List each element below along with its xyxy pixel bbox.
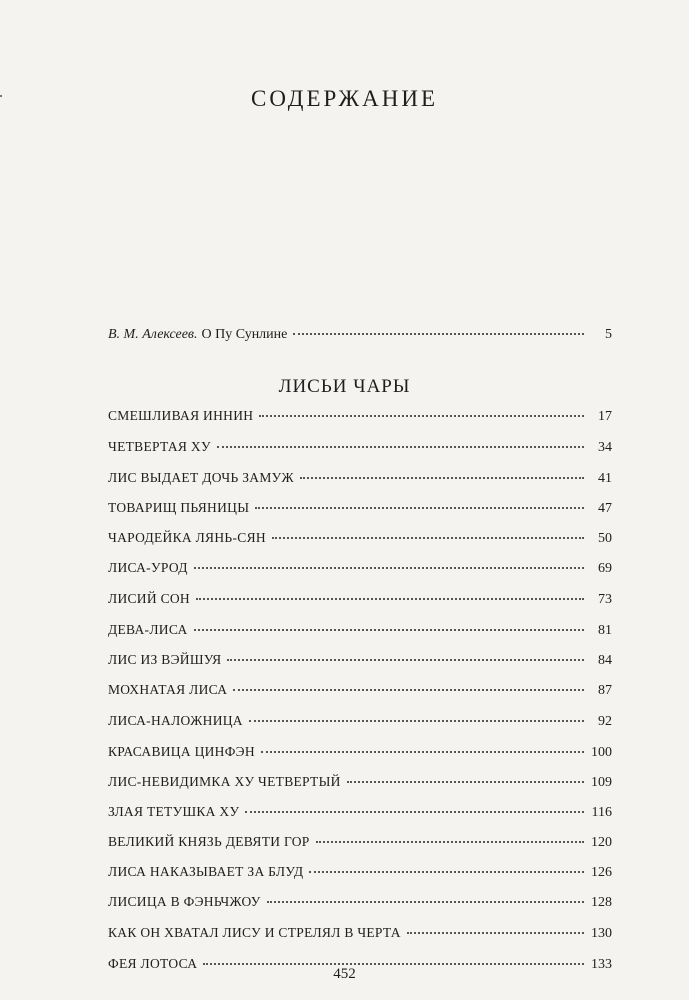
toc-entry	[108, 834, 612, 860]
dot-leader	[267, 901, 584, 903]
toc-entry	[108, 530, 612, 556]
entry-title: ЛИСИЙ СОН	[108, 591, 190, 606]
dot-leader	[217, 446, 584, 448]
entry-title: КАК ОН ХВАТАЛ ЛИСУ И СТРЕЛЯЛ В ЧЕРТА	[108, 925, 401, 940]
dot-leader	[347, 781, 584, 783]
toc-intro-row	[108, 325, 612, 351]
entry-title: ЛИСИЦА В ФЭНЬЧЖОУ	[108, 894, 261, 909]
entry-title: ЧЕТВЕРТАЯ ХУ	[108, 439, 211, 454]
entry-page-number: 47	[598, 501, 612, 516]
entry-title: ЛИСА-НАЛОЖНИЦА	[108, 713, 243, 728]
dot-leader	[194, 567, 584, 569]
toc-entry	[108, 804, 612, 830]
entry-page-number: 100	[591, 745, 612, 760]
toc-entry	[108, 894, 612, 920]
dot-leader	[196, 598, 584, 600]
entry-title: ФЕЯ ЛОТОСА	[108, 956, 198, 971]
toc-entry	[108, 713, 612, 739]
entry-title: ЧАРОДЕЙКА ЛЯНЬ-СЯН	[108, 530, 266, 545]
toc-entry	[108, 864, 612, 890]
toc-entry	[108, 622, 612, 648]
toc-entry	[108, 439, 612, 465]
dot-leader	[407, 932, 584, 934]
entry-page-number: 120	[591, 835, 612, 850]
entry-page-number: 73	[598, 592, 612, 607]
dot-leader	[309, 871, 584, 873]
entry-page-number: 109	[591, 775, 612, 790]
dot-leader	[194, 629, 584, 631]
entry-page-number: 128	[591, 895, 612, 910]
entry-title: ЛИС-НЕВИДИМКА ХУ ЧЕТВЕРТЫЙ	[108, 774, 341, 789]
dot-leader	[255, 507, 584, 509]
dot-leader	[272, 537, 584, 539]
entry-page-number: 130	[591, 926, 612, 941]
entry-title: ЛИС ИЗ ВЭЙШУЯ	[108, 652, 222, 667]
entry-title: ДЕВА-ЛИСА	[108, 622, 188, 637]
entry-page-number: 116	[591, 805, 612, 820]
intro-page-number: 5	[605, 327, 612, 342]
dot-leader	[203, 963, 584, 965]
dot-leader	[227, 659, 584, 661]
dot-leader	[261, 751, 584, 753]
entry-page-number: 133	[591, 957, 612, 972]
dot-leader	[245, 811, 584, 813]
entry-title: СМЕШЛИВАЯ ИННИН	[108, 408, 254, 423]
entry-page-number: 126	[591, 865, 612, 880]
dot-leader	[316, 841, 584, 843]
entry-title: ЛИС ВЫДАЕТ ДОЧЬ ЗАМУЖ	[108, 470, 294, 485]
intro-title: О Пу Сунлине	[201, 327, 288, 342]
dot-leader	[233, 689, 584, 691]
entry-title: МОХНАТАЯ ЛИСА	[108, 682, 228, 697]
intro-author: В. М. Алексеев.	[108, 327, 198, 342]
entry-title: ТОВАРИЩ ПЬЯНИЦЫ	[108, 500, 250, 515]
entry-title: ЗЛАЯ ТЕТУШКА ХУ	[108, 804, 240, 819]
dot-leader	[293, 333, 584, 335]
toc-entry	[108, 682, 612, 708]
section-heading: ЛИСЬИ ЧАРЫ	[278, 376, 411, 397]
entry-page-number: 84	[598, 653, 612, 668]
toc-entry	[108, 591, 612, 617]
entry-page-number: 87	[598, 683, 612, 698]
dot-leader	[249, 720, 584, 722]
toc-entry	[108, 560, 612, 586]
entry-title: КРАСАВИЦА ЦИНФЭН	[108, 744, 255, 759]
entry-page-number: 50	[598, 531, 612, 546]
entry-title: ЛИСА НАКАЗЫВАЕТ ЗА БЛУД	[108, 864, 304, 879]
entry-title: ЛИСА-УРОД	[108, 560, 188, 575]
toc-entry	[108, 925, 612, 951]
entry-page-number: 69	[598, 561, 612, 576]
dot-leader	[300, 477, 584, 479]
entry-page-number: 81	[598, 623, 612, 638]
toc-entry	[108, 500, 612, 526]
entry-page-number: 17	[598, 409, 612, 424]
toc-entry	[108, 744, 612, 770]
page-title: СОДЕРЖАНИЕ	[250, 86, 438, 111]
page-number-footer: 452	[333, 966, 356, 982]
toc-entry	[108, 408, 612, 434]
toc-entry	[108, 652, 612, 678]
dot-leader	[259, 415, 584, 417]
entry-page-number: 41	[598, 471, 612, 486]
toc-entry	[108, 470, 612, 496]
entry-page-number: 92	[598, 714, 612, 729]
entry-page-number: 34	[598, 440, 612, 455]
toc-entry	[108, 774, 612, 800]
entry-title: ВЕЛИКИЙ КНЯЗЬ ДЕВЯТИ ГОР	[108, 834, 310, 849]
